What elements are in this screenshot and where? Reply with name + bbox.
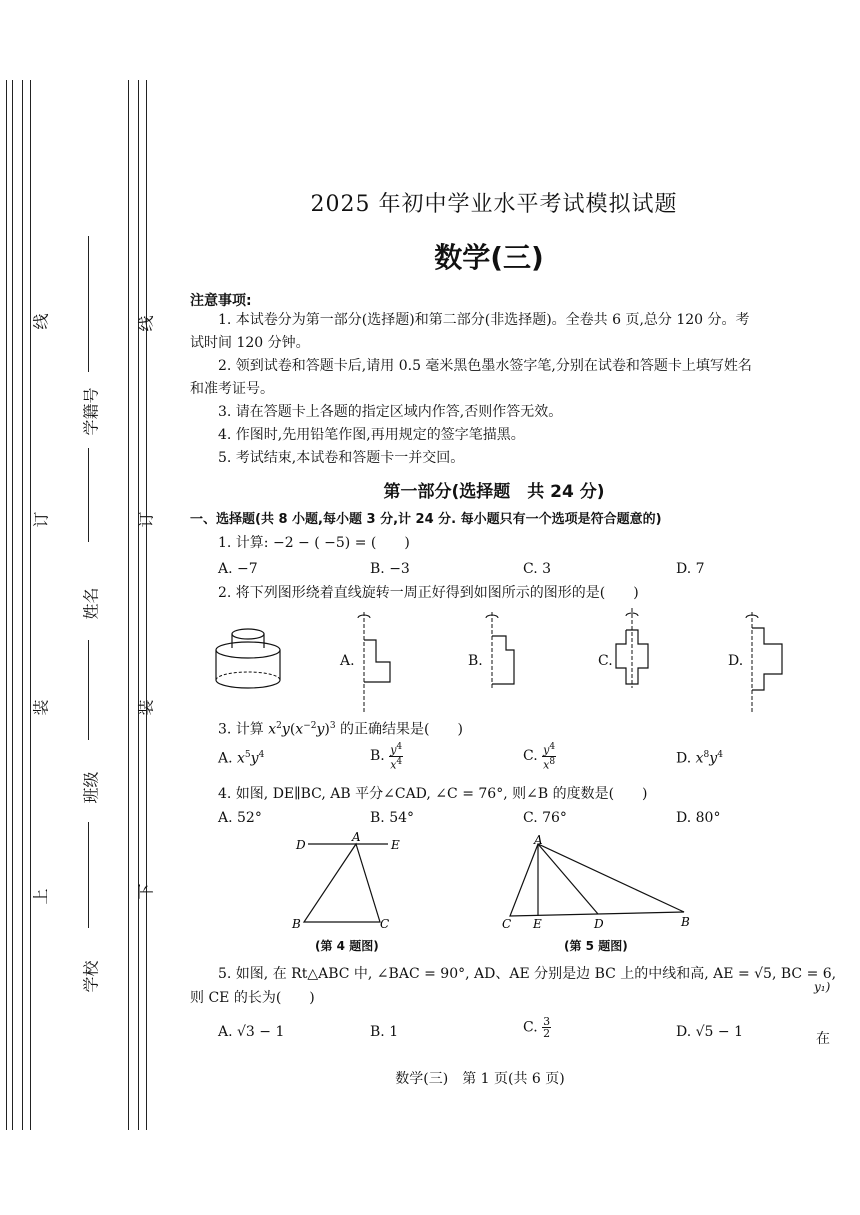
field-class-line[interactable]: [88, 822, 89, 928]
cut-mark-left: 上: [31, 888, 51, 905]
q2-option-b-figure: [482, 610, 526, 690]
q3-option-b[interactable]: B. $\frac{y^4}{x^4}$: [370, 742, 403, 772]
field-name-label: 姓名: [81, 587, 101, 620]
q5-label-c: C: [502, 917, 512, 931]
q1-option-a[interactable]: A. −7: [218, 561, 258, 577]
section-title: 第一部分(选择题 共 24 分): [383, 482, 605, 502]
bleed-fragment: y₁): [814, 980, 831, 994]
q5-stem-2: 则 CE 的长为( ): [190, 990, 315, 1006]
q2-option-d-figure: [742, 610, 786, 714]
field-class-label: 班级: [81, 771, 101, 804]
note-item: 2. 领到试卷和答题卡后,请用 0.5 毫米黑色墨水签字笔,分别在试卷和答题卡上填写姓名: [218, 358, 752, 374]
exam-title: 2025 年初中学业水平考试模拟试题: [310, 192, 678, 217]
cut-mark-right: 订: [136, 511, 156, 528]
q3-option-c[interactable]: C. $\frac{y^4}{x^8}$: [523, 742, 556, 772]
q5-option-a[interactable]: A. √3 − 1: [218, 1024, 285, 1040]
field-student-id-label: 学籍号: [81, 387, 101, 436]
q3-stem-prefix: 3. 计算: [218, 721, 269, 738]
cut-mark-right: 线: [136, 315, 156, 332]
q4-option-d[interactable]: D. 80°: [676, 810, 721, 826]
q5-label-d: D: [594, 917, 604, 931]
q5-label-b: B: [681, 915, 690, 929]
note-item: 3. 请在答题卡上各题的指定区域内作答,否则作答无效。: [218, 404, 563, 420]
q3-stem: 3. 计算 $x^2y(x^{-2}y)^3$ 的正确结果是( ): [218, 721, 463, 738]
q1-option-c[interactable]: C. 3: [523, 561, 552, 577]
q2-solid-figure: [212, 622, 284, 694]
notes-heading: 注意事项:: [190, 293, 252, 309]
q4-option-c[interactable]: C. 76°: [523, 810, 567, 826]
q5-option-c[interactable]: C. $\frac{3}{2}$: [523, 1015, 551, 1040]
q5-option-b[interactable]: B. 1: [370, 1024, 399, 1040]
note-item: 试时间 120 分钟。: [190, 335, 310, 351]
note-item: 4. 作图时,先用铅笔作图,再用规定的签字笔描黑。: [218, 427, 525, 443]
note-item: 5. 考试结束,本试卷和答题卡一并交回。: [218, 450, 465, 466]
q3-option-d[interactable]: D. $x^8y^4$: [676, 750, 723, 767]
q2-option-c[interactable]: C.: [598, 653, 613, 669]
q5-label-e: E: [533, 917, 542, 931]
bleed-fragment: 在: [816, 1031, 830, 1047]
q5-stem: 5. 如图, 在 Rt△ABC 中, ∠BAC = 90°, AD、AE 分别是边 BC 上的中线和高, AE = √5, BC = 6,: [218, 966, 837, 982]
cut-mark-left: 线: [31, 313, 51, 330]
q5-label-a: A: [534, 834, 543, 847]
note-item: 和准考证号。: [190, 381, 274, 397]
q4-option-a[interactable]: A. 52°: [218, 810, 262, 826]
q5-option-d[interactable]: D. √5 − 1: [676, 1024, 743, 1040]
q4-caption: (第 4 题图): [315, 939, 379, 953]
q1-option-d[interactable]: D. 7: [676, 561, 705, 577]
q5-caption: (第 5 题图): [564, 939, 628, 953]
cut-mark-left: 订: [31, 511, 51, 528]
page-footer: 数学(三) 第 1 页(共 6 页): [395, 1071, 565, 1087]
q2-option-c-figure: [612, 606, 656, 690]
q2-stem: 2. 将下列图形绕着直线旋转一周正好得到如图所示的图形的是( ): [218, 585, 639, 601]
q5-figure: [498, 834, 698, 934]
q4-label-e: E: [391, 838, 400, 852]
q4-figure: [290, 832, 410, 932]
q4-label-a: A: [352, 832, 361, 844]
field-name-line[interactable]: [88, 640, 89, 740]
cut-mark-right: 装: [136, 699, 156, 716]
subject-title: 数学(三): [434, 241, 544, 274]
q1-option-b[interactable]: B. −3: [370, 561, 410, 577]
section-instruction: 一、选择题(共 8 小题,每小题 3 分,计 24 分. 每小题只有一个选项是符合题意的): [190, 512, 662, 527]
q3-stem-suffix: 的正确结果是( ): [335, 721, 463, 738]
q2-option-a-figure: [354, 610, 398, 714]
q4-stem: 4. 如图, DE∥BC, AB 平分∠CAD, ∠C = 76°, 则∠B 的度数是( ): [218, 786, 648, 802]
q4-label-c: C: [380, 917, 390, 931]
q3-option-a[interactable]: A. $x^5y^4$: [218, 750, 265, 767]
q1-stem: 1. 计算: −2 − ( −5) = ( ): [218, 535, 410, 551]
q2-option-d[interactable]: D.: [728, 653, 744, 669]
field-school-label: 学校: [81, 960, 101, 993]
note-item: 1. 本试卷分为第一部分(选择题)和第二部分(非选择题)。全卷共 6 页,总分 120 分。考: [218, 312, 750, 328]
q2-option-b[interactable]: B.: [468, 653, 483, 669]
q4-label-b: B: [292, 917, 301, 931]
q2-option-a[interactable]: A.: [340, 653, 355, 669]
q4-label-d: D: [296, 838, 306, 852]
cut-mark-left: 装: [31, 699, 51, 716]
cut-mark-right: 下: [136, 883, 156, 900]
q4-option-b[interactable]: B. 54°: [370, 810, 415, 826]
